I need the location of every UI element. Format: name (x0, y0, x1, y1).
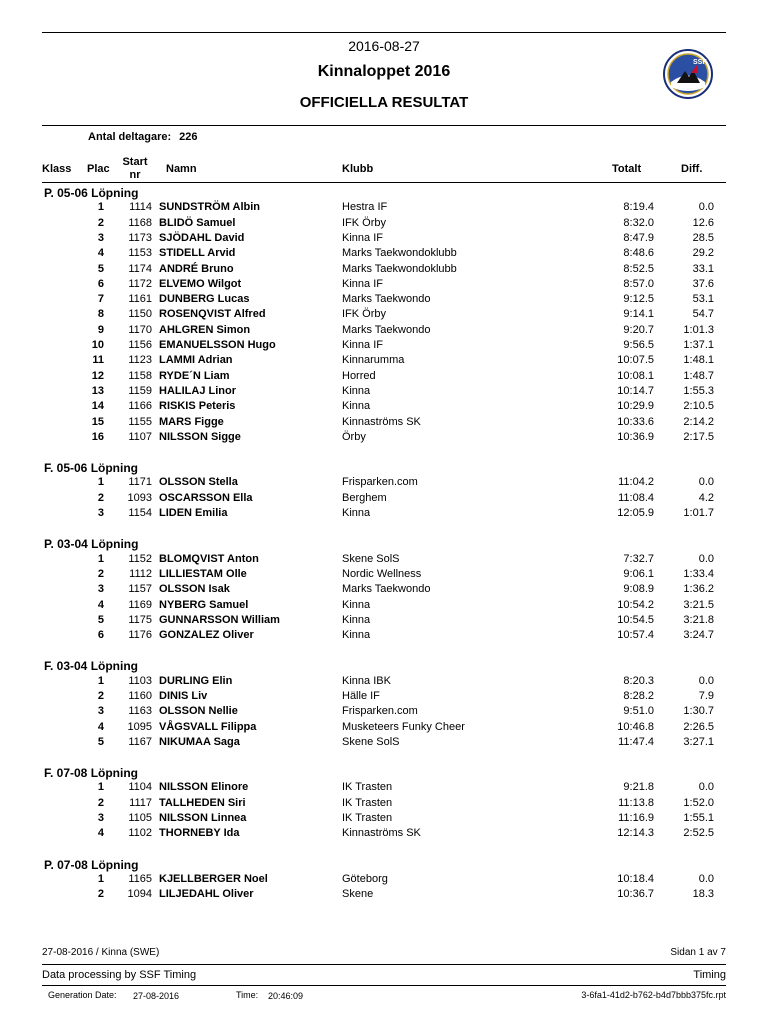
total-time: 11:47.4 (618, 736, 654, 748)
time-diff: 0.0 (698, 781, 714, 793)
athlete-name: OLSSON Stella (159, 476, 238, 488)
place: 4 (97, 721, 104, 733)
time-diff: 1:01.7 (683, 507, 714, 519)
time-diff: 3:21.8 (683, 614, 714, 626)
athlete-name: RYDE´N Liam (159, 370, 230, 382)
time-diff: 29.2 (692, 247, 714, 259)
total-time: 10:36.9 (617, 431, 654, 443)
athlete-name: KJELLBERGER Noel (159, 873, 268, 885)
place: 12 (91, 370, 104, 382)
start-number: 1158 (128, 370, 152, 382)
result-row (0, 705, 768, 720)
generation-date-label: Generation Date: (48, 990, 117, 1000)
place: 7 (97, 293, 104, 305)
club-name: Marks Taekwondo (342, 583, 431, 595)
footer-timing: Timing (693, 969, 726, 981)
total-time: 9:20.7 (623, 324, 654, 336)
athlete-name: TALLHEDEN Siri (159, 797, 246, 809)
athlete-name: GONZALEZ Oliver (159, 629, 254, 641)
time-diff: 0.0 (698, 201, 714, 213)
total-time: 8:48.6 (623, 247, 654, 259)
place: 4 (97, 599, 104, 611)
club-name: Skene (342, 888, 374, 900)
total-time: 11:13.8 (618, 797, 654, 809)
total-time: 12:14.3 (617, 827, 654, 839)
start-number: 1117 (129, 797, 152, 809)
club-name: Hälle IF (342, 690, 380, 702)
athlete-name: NILSSON Linnea (159, 812, 247, 824)
section-title: F. 07-08 Löpning (44, 766, 139, 781)
club-name: Kinna IF (342, 339, 383, 351)
start-number: 1103 (128, 675, 152, 687)
total-time: 8:28.2 (623, 690, 654, 702)
time-diff: 1:52.0 (683, 797, 714, 809)
header-rule (42, 125, 726, 126)
club-name: Kinna (342, 385, 371, 397)
total-time: 9:08.9 (623, 583, 654, 595)
club-name: Musketeers Funky Cheer (342, 721, 465, 733)
col-klubb: Klubb (342, 163, 374, 175)
section-title: F. 03-04 Löpning (44, 659, 139, 674)
result-row (0, 888, 768, 903)
col-start-line2: nr (129, 169, 141, 181)
place: 8 (97, 308, 104, 320)
club-name: Örby (342, 431, 366, 443)
total-time: 9:12.5 (623, 293, 654, 305)
athlete-name: EMANUELSSON Hugo (159, 339, 276, 351)
club-name: Kinnaströms SK (342, 827, 421, 839)
place: 5 (97, 614, 104, 626)
total-time: 8:57.0 (623, 278, 654, 290)
participants-count (88, 131, 198, 143)
place: 6 (97, 629, 104, 641)
participants-value: 226 (179, 131, 198, 143)
athlete-name: RISKIS Peteris (159, 400, 236, 412)
generation-time-value: 20:46:09 (268, 991, 304, 1001)
start-number: 1157 (128, 583, 152, 595)
time-diff: 7.9 (698, 690, 714, 702)
total-time: 9:51.0 (623, 705, 654, 717)
club-name: Nordic Wellness (342, 568, 422, 580)
club-name: Kinna IF (342, 278, 383, 290)
start-number: 1160 (128, 690, 152, 702)
start-number: 1093 (127, 492, 152, 504)
section-title: P. 05-06 Löpning (44, 186, 139, 200)
athlete-name: BLIDÖ Samuel (159, 217, 236, 229)
results-subtitle: OFFICIELLA RESULTAT (299, 94, 469, 111)
result-row (0, 431, 768, 446)
result-row (0, 781, 768, 796)
start-number: 1094 (127, 888, 152, 900)
place: 4 (97, 247, 104, 259)
result-row (0, 293, 768, 308)
result-row (0, 507, 768, 522)
athlete-name: DUNBERG Lucas (159, 293, 250, 305)
club-name: IK Trasten (342, 797, 393, 809)
total-time: 11:04.2 (618, 476, 654, 488)
time-diff: 1:30.7 (683, 705, 714, 717)
start-number: 1161 (128, 293, 152, 305)
total-time: 8:19.4 (623, 201, 654, 213)
athlete-name: SJÖDAHL David (159, 232, 245, 244)
time-diff: 3:27.1 (683, 736, 714, 748)
start-number: 1166 (128, 400, 152, 412)
result-row (0, 232, 768, 247)
total-time: 8:20.3 (623, 675, 654, 687)
place: 2 (97, 797, 104, 809)
total-time: 10:29.9 (617, 400, 654, 412)
total-time: 8:32.0 (623, 217, 654, 229)
total-time: 10:07.5 (617, 354, 654, 366)
generation-date-value: 27-08-2016 (133, 991, 180, 1001)
place: 1 (97, 781, 104, 793)
athlete-name: DINIS Liv (159, 690, 208, 702)
time-diff: 0.0 (698, 553, 714, 565)
athlete-name: SUNDSTRÖM Albin (159, 201, 261, 213)
time-diff: 0.0 (698, 873, 714, 885)
start-number: 1150 (128, 308, 152, 320)
result-row (0, 247, 768, 262)
ssf-logo (663, 49, 713, 99)
athlete-name: LIDEN Emilia (159, 507, 228, 519)
start-number: 1176 (128, 629, 152, 641)
athlete-name: MARS Figge (159, 416, 224, 428)
start-number: 1153 (128, 247, 152, 259)
start-number: 1174 (128, 263, 152, 275)
total-time: 10:54.2 (617, 599, 654, 611)
place: 13 (91, 385, 104, 397)
time-diff: 1:48.7 (683, 370, 714, 382)
result-row (0, 263, 768, 278)
time-diff: 3:21.5 (683, 599, 714, 611)
athlete-name: NILSSON Sigge (159, 431, 241, 443)
col-start-line1: Start (122, 156, 148, 168)
place: 16 (91, 431, 104, 443)
total-time: 10:54.5 (617, 614, 654, 626)
place: 2 (97, 690, 104, 702)
result-row (0, 736, 768, 751)
col-start (118, 156, 152, 182)
club-name: Hestra IF (342, 201, 388, 213)
place: 14 (91, 400, 104, 412)
place: 10 (91, 339, 104, 351)
total-time: 12:05.9 (617, 507, 654, 519)
athlete-name: HALILAJ Linor (159, 385, 236, 397)
athlete-name: LAMMI Adrian (159, 354, 233, 366)
footer-rule-2 (42, 985, 726, 986)
time-diff: 1:37.1 (683, 339, 714, 351)
result-row (0, 201, 768, 216)
club-name: Kinna (342, 507, 371, 519)
time-diff: 2:14.2 (683, 416, 714, 428)
total-time: 11:16.9 (618, 812, 654, 824)
start-number: 1155 (128, 416, 152, 428)
total-time: 9:14.1 (623, 308, 654, 320)
result-row (0, 629, 768, 644)
event-title: Kinnaloppet 2016 (317, 63, 451, 80)
athlete-name: NIKUMAA Saga (159, 736, 240, 748)
total-time: 10:14.7 (617, 385, 654, 397)
section-title: P. 03-04 Löpning (44, 537, 139, 552)
time-diff: 28.5 (692, 232, 714, 244)
event-date: 2016-08-27 (348, 38, 420, 54)
result-row (0, 583, 768, 598)
result-row (0, 675, 768, 690)
time-diff: 1:48.1 (683, 354, 714, 366)
place: 3 (97, 705, 104, 717)
athlete-name: LILJEDAHL Oliver (159, 888, 254, 900)
result-row (0, 308, 768, 323)
place: 15 (91, 416, 104, 428)
start-number: 1173 (128, 232, 152, 244)
place: 2 (97, 568, 104, 580)
time-diff: 1:55.1 (683, 812, 714, 824)
start-number: 1154 (128, 507, 152, 519)
place: 3 (97, 507, 104, 519)
club-name: Skene SolS (342, 553, 400, 565)
club-name: Marks Taekwondoklubb (342, 263, 457, 275)
athlete-name: ELVEMO Wilgot (159, 278, 242, 290)
section-title: P. 07-08 Löpning (44, 857, 139, 872)
total-time: 10:46.8 (617, 721, 654, 733)
start-number: 1175 (128, 614, 152, 626)
athlete-name: NILSSON Elinore (159, 781, 249, 793)
start-number: 1104 (128, 781, 152, 793)
place: 3 (97, 232, 104, 244)
start-number: 1107 (128, 431, 152, 443)
result-row (0, 217, 768, 232)
time-diff: 2:26.5 (683, 721, 714, 733)
report-file-name: 3-6fa1-41d2-b762-b4d7bbb375fc.rpt (581, 990, 726, 1000)
club-name: Skene SolS (342, 736, 400, 748)
place: 5 (97, 263, 104, 275)
footer-place: 27-08-2016 / Kinna (SWE) (42, 947, 160, 958)
club-name: Marks Taekwondo (342, 293, 431, 305)
result-row (0, 568, 768, 583)
athlete-name: AHLGREN Simon (159, 324, 251, 336)
start-number: 1172 (128, 278, 152, 290)
club-name: IK Trasten (342, 812, 393, 824)
time-diff: 33.1 (692, 263, 714, 275)
place: 2 (97, 888, 104, 900)
club-name: IFK Örby (342, 308, 387, 320)
start-number: 1095 (127, 721, 152, 733)
place: 3 (97, 583, 104, 595)
time-diff: 18.3 (692, 888, 714, 900)
result-row (0, 354, 768, 369)
result-row (0, 385, 768, 400)
time-diff: 4.2 (698, 492, 714, 504)
col-plac: Plac (87, 163, 110, 175)
result-row (0, 812, 768, 827)
start-number: 1167 (128, 736, 152, 748)
athlete-name: THORNEBY Ida (159, 827, 240, 839)
start-number: 1152 (128, 553, 152, 565)
athlete-name: OLSSON Nellie (159, 705, 238, 717)
place: 2 (97, 217, 104, 229)
place: 4 (97, 827, 104, 839)
start-number: 1170 (128, 324, 152, 336)
club-name: Kinna IF (342, 232, 383, 244)
footer-page: Sidan 1 av 7 (670, 947, 726, 958)
time-diff: 1:01.3 (683, 324, 714, 336)
total-time: 10:36.7 (617, 888, 654, 900)
athlete-name: ANDRÉ Bruno (159, 263, 234, 275)
total-time: 11:08.4 (618, 492, 654, 504)
total-time: 10:08.1 (617, 370, 654, 382)
club-name: Frisparken.com (342, 705, 418, 717)
col-totalt: Totalt (612, 163, 642, 175)
place: 2 (97, 492, 104, 504)
place: 1 (97, 476, 104, 488)
start-number: 1156 (128, 339, 152, 351)
club-name: Kinnarumma (342, 354, 405, 366)
result-row (0, 827, 768, 842)
time-diff: 1:55.3 (683, 385, 714, 397)
club-name: IK Trasten (342, 781, 393, 793)
start-number: 1165 (128, 873, 152, 885)
club-name: Berghem (342, 492, 387, 504)
club-name: Kinna (342, 629, 371, 641)
total-time: 8:47.9 (623, 232, 654, 244)
athlete-name: NYBERG Samuel (159, 599, 249, 611)
total-time: 9:21.8 (623, 781, 654, 793)
result-row (0, 492, 768, 507)
time-diff: 12.6 (692, 217, 714, 229)
club-name: Kinna (342, 400, 371, 412)
place: 1 (97, 201, 104, 213)
result-row (0, 370, 768, 385)
total-time: 8:52.5 (623, 263, 654, 275)
logo-text: SSF (693, 59, 707, 66)
top-rule (42, 32, 726, 33)
result-row (0, 614, 768, 629)
columns-rule (42, 182, 726, 183)
result-row (0, 476, 768, 491)
result-row (0, 324, 768, 339)
club-name: Kinna (342, 614, 371, 626)
time-diff: 2:17.5 (683, 431, 714, 443)
total-time: 10:33.6 (617, 416, 654, 428)
total-time: 9:56.5 (623, 339, 654, 351)
club-name: Kinnaströms SK (342, 416, 421, 428)
start-number: 1159 (128, 385, 152, 397)
athlete-name: VÅGSVALL Filippa (159, 721, 257, 733)
section-title: F. 05-06 Löpning (44, 461, 139, 476)
result-row (0, 690, 768, 705)
athlete-name: ROSENQVIST Alfred (159, 308, 266, 320)
start-number: 1102 (128, 827, 152, 839)
total-time: 10:57.4 (617, 629, 654, 641)
time-diff: 3:24.7 (683, 629, 714, 641)
col-klass: Klass (42, 163, 72, 175)
place: 9 (97, 324, 104, 336)
time-diff: 0.0 (698, 476, 714, 488)
start-number: 1163 (128, 705, 152, 717)
athlete-name: STIDELL Arvid (159, 247, 236, 259)
start-number: 1171 (128, 476, 152, 488)
footer-rule (42, 964, 726, 965)
club-name: Kinna IBK (342, 675, 391, 687)
club-name: Kinna (342, 599, 371, 611)
result-row (0, 599, 768, 614)
result-row (0, 339, 768, 354)
athlete-name: GUNNARSSON William (159, 614, 280, 626)
result-row (0, 278, 768, 293)
result-row (0, 416, 768, 431)
place: 6 (97, 278, 104, 290)
result-row (0, 400, 768, 415)
athlete-name: OLSSON Isak (159, 583, 230, 595)
club-name: Frisparken.com (342, 476, 418, 488)
participants-label: Antal deltagare: (88, 131, 172, 143)
result-row (0, 873, 768, 888)
time-diff: 2:10.5 (683, 400, 714, 412)
result-row (0, 797, 768, 812)
place: 5 (97, 736, 104, 748)
footer-processing: Data processing by SSF Timing (42, 969, 197, 981)
place: 1 (97, 873, 104, 885)
start-number: 1112 (129, 568, 152, 580)
start-number: 1114 (129, 201, 152, 213)
start-number: 1169 (128, 599, 152, 611)
col-diff: Diff. (681, 163, 703, 175)
time-diff: 53.1 (692, 293, 714, 305)
col-namn: Namn (166, 163, 197, 175)
start-number: 1105 (128, 812, 152, 824)
time-diff: 0.0 (698, 675, 714, 687)
time-diff: 54.7 (692, 308, 714, 320)
club-name: Marks Taekwondo (342, 324, 431, 336)
place: 3 (97, 812, 104, 824)
time-diff: 1:33.4 (683, 568, 714, 580)
athlete-name: LILLIESTAM Olle (159, 568, 247, 580)
total-time: 7:32.7 (623, 553, 654, 565)
place: 11 (92, 354, 104, 366)
club-name: Marks Taekwondoklubb (342, 247, 457, 259)
place: 1 (97, 553, 104, 565)
start-number: 1123 (128, 354, 152, 366)
time-diff: 2:52.5 (683, 827, 714, 839)
result-row (0, 553, 768, 568)
club-name: Göteborg (342, 873, 388, 885)
generation-time-label: Time: (236, 990, 259, 1000)
time-diff: 1:36.2 (683, 583, 714, 595)
start-number: 1168 (128, 217, 152, 229)
result-row (0, 721, 768, 736)
club-name: IFK Örby (342, 217, 387, 229)
club-name: Horred (342, 370, 376, 382)
total-time: 9:06.1 (623, 568, 654, 580)
athlete-name: DURLING Elin (159, 675, 233, 687)
time-diff: 37.6 (692, 278, 714, 290)
total-time: 10:18.4 (617, 873, 654, 885)
place: 1 (97, 675, 104, 687)
athlete-name: OSCARSSON Ella (159, 492, 253, 504)
athlete-name: BLOMQVIST Anton (159, 553, 259, 565)
